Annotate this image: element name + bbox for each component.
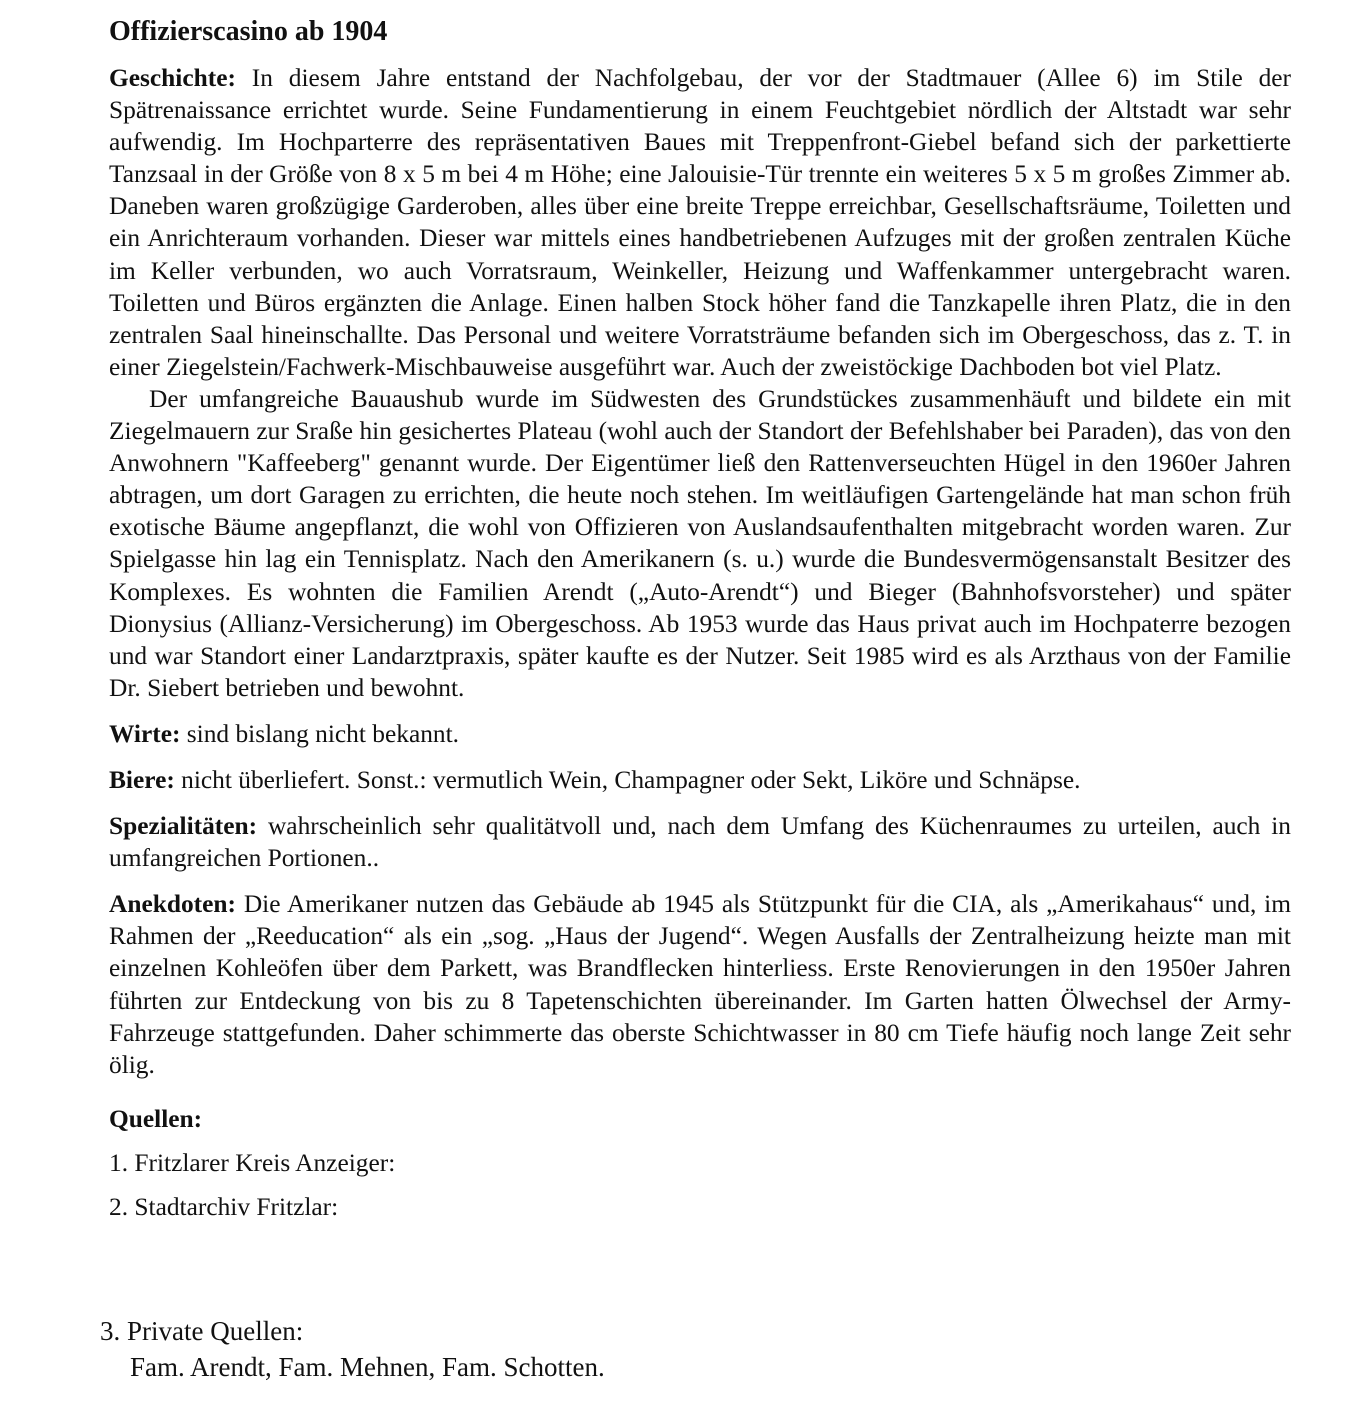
spezialitaeten-paragraph <box>109 810 1291 874</box>
source-item-text: Stadtarchiv Fritzlar: <box>134 1192 339 1221</box>
biere-text: nicht überliefert. Sonst.: vermutlich Wein, Champagner oder Sekt, Liköre und Schnäpse. <box>181 765 1081 794</box>
document-page <box>109 14 1291 1223</box>
source-item <box>109 1147 1291 1179</box>
wirte-label: Wirte: <box>109 719 181 748</box>
geschichte-paragraph <box>109 62 1291 383</box>
geschichte-label: Geschichte: <box>109 64 236 92</box>
source-item-number: 3. <box>100 1316 121 1346</box>
spezialitaeten-label: Spezialitäten: <box>109 812 258 841</box>
geschichte-text-2: Der umfangreiche Bauaushub wurde im Südwesten des Grundstückes zusammenhäuft und bildete ein mit Ziegelmauern zur Sraße hin gesichertes Plateau (wohl auch der Standort der Befehlshaber bei Paraden), das von den Anwohnern "Kaffeeberg" genannt wurde. Der Eigentümer ließ den Rattenverseuchten Hügel in den 1960er Jahren abtragen, um dort Garagen zu errichten, die heute noch stehen. Im weitläufigen Gartengelände hat man schon früh exotische Bäume angepflanzt, die wohl von Offizieren von Auslandsaufenthalten mitgebracht worden waren. Zur Spielgasse hin lag ein Tennisplatz. Nach den Amerikanern (s. u.) wurde die Bundesvermögensanstalt Besitzer des Komplexes. Es wohnten die Familien Arendt („Auto-Arendt“) und Bieger (Bahnhofsvorsteher) und später Dionysius (Allianz-Versicherung) im Obergeschoss. Ab 1953 wurde das Haus privat auch im Hochpaterre bezogen und war Standort einer Landarztpraxis, später kaufte es der Nutzer. Seit 1985 wird es als Arzthaus von der Familie Dr. Siebert betrieben und bewohnt. <box>109 384 1291 702</box>
spezialitaeten-text: wahrscheinlich sehr qualitätvoll und, nach dem Umfang des Küchenraumes zu urteilen, auch in umfangreichen Portionen.. <box>109 812 1291 873</box>
geschichte-text-1: In diesem Jahre entstand der Nachfolgebau, der vor der Stadtmauer (Allee 6) im Stile der Spätrenaissance errichtet wurde. Seine Fundamentierung in einem Feuchtgebiet nördlich der Altstadt war sehr aufwendig. Im Hochparterre des repräsentativen Baues mit Treppenfront-Giebel befand sich der parkettierte Tanzsaal in der Größe von 8 x 5 m bei 4 m Höhe; eine Jalouisie-Tür trennte ein weiteres 5 x 5 m großes Zimmer ab. Daneben waren großzügige Garderoben, alles über eine breite Treppe erreichbar, Gesellschaftsräume, Toiletten und ein Anrichteraum vorhanden. Dieser war mittels eines handbetriebenen Aufzuges mit der großen zentralen Küche im Keller verbunden, wo auch Vorratsraum, Weinkeller, Heizung und Waffenkammer untergebracht waren. Toiletten und Büros ergänzten die Anlage. Einen halben Stock höher fand die Tanzkapelle ihren Platz, die in den zentralen Saal hineinschallte. Das Personal und weitere Vorratsträume befanden sich im Obergeschoss, das z. T. in einer Ziegelstein/Fachwerk-Mischbauweise ausgeführt war. Auch der zweistöckige Dachboden bot viel Platz. <box>109 64 1291 381</box>
biere-label: Biere: <box>109 765 175 794</box>
biere-paragraph <box>109 764 1291 796</box>
source-item-number: 2. <box>109 1192 129 1221</box>
wirte-paragraph <box>109 718 1291 750</box>
wirte-text: sind bislang nicht bekannt. <box>186 719 460 748</box>
source-item-number: 1. <box>109 1148 129 1177</box>
anekdoten-paragraph <box>109 888 1291 1081</box>
anekdoten-text: Die Amerikaner nutzen das Gebäude ab 1945 als Stützpunkt für die CIA, als „Amerikahaus“ und, im Rahmen der „Reeducation“ als ein „sog. „Haus der Jugend“. Wegen Ausfalls der Zentralheizung heizte man mit einzelnen Kohleöfen über dem Parkett, was Brandflecken hinterliess. Erste Renovierungen in den 1950er Jahren führten zur Entdeckung von bis zu 8 Tapetenschichten übereinander. Im Garten hatten Ölwechsel der Army-Fahrzeuge stattgefunden. Daher schimmerte das oberste Schichtwasser in 80 cm Tiefe häufig noch lange Zeit sehr ölig. <box>109 890 1291 1079</box>
source-item-subtext: Fam. Arendt, Fam. Mehnen, Fam. Schotten. <box>130 1352 605 1382</box>
source-item-text: Private Quellen: <box>127 1316 304 1346</box>
source-item <box>109 1191 1291 1223</box>
page-title: Offizierscasino ab 1904 <box>109 16 388 47</box>
quellen-heading: Quellen: <box>109 1104 203 1133</box>
anekdoten-label: Anekdoten: <box>109 890 236 919</box>
source-item-private <box>100 1313 605 1385</box>
source-item-text: Fritzlarer Kreis Anzeiger: <box>134 1148 396 1177</box>
geschichte-paragraph-2 <box>109 383 1291 704</box>
